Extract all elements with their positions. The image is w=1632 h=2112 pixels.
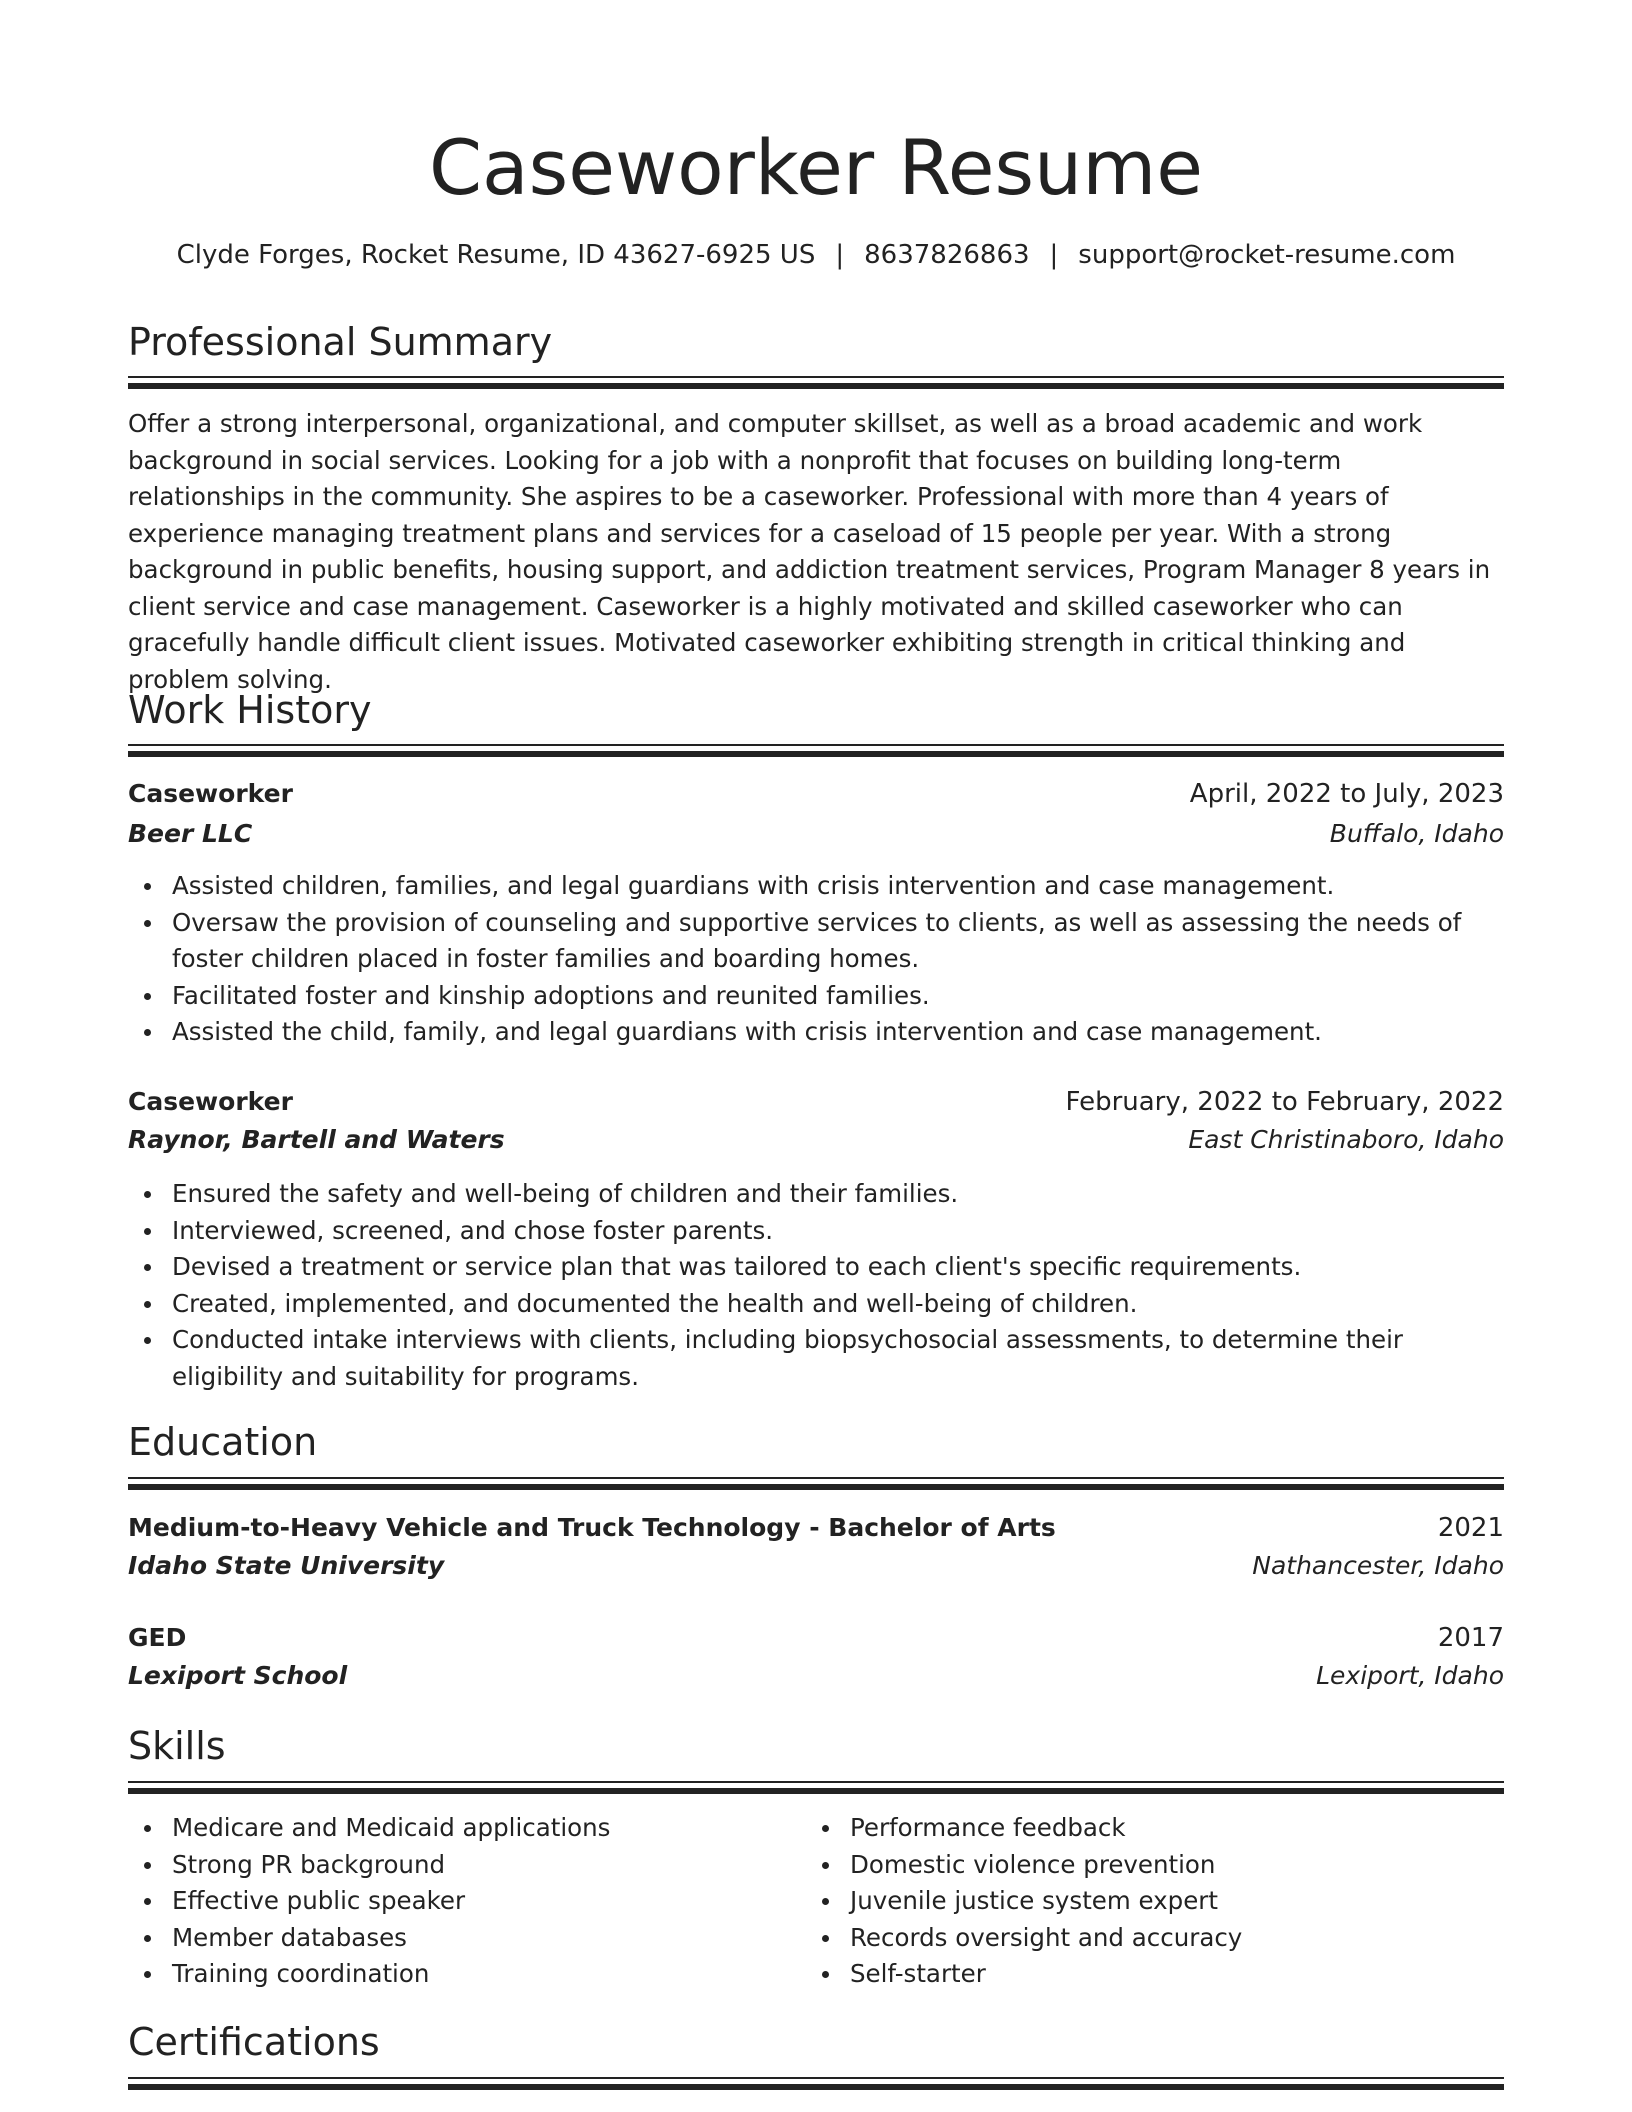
contact-separator: | [1049,240,1059,270]
skill-item: Records oversight and accuracy [850,1920,1632,1957]
section-header-work [128,686,1504,734]
skill-item: Domestic violence prevention [850,1847,1632,1884]
education-school: Idaho State University [128,1551,445,1580]
job-location: East Christinaboro, Idaho [1188,1125,1504,1154]
list-item: Interviewed, screened, and chose foster parents. [172,1213,1504,1250]
list-item: Conducted intake interviews with clients, including biopsychosocial assessments, to determine their eligibility and suitability for programs. [172,1322,1504,1395]
skills-list-right [806,1810,1632,1993]
job-title: Caseworker [128,779,293,808]
skill-item: Strong PR background [172,1847,1504,1884]
list-item: Facilitated foster and kinship adoptions and reunited families. [172,978,1504,1015]
job-company: Raynor, Bartell and Waters [128,1125,505,1154]
section-title: Education [128,1420,318,1464]
skill-item: Effective public speaker [172,1883,1504,1920]
job-header [128,1084,1504,1120]
contact-address: Clyde Forges, Rocket Resume, ID 43627-6925 US [176,240,816,270]
education-year: 2017 [1437,1623,1504,1653]
education-degree: GED [128,1623,187,1652]
job-dates: April, 2022 to July, 2023 [1189,779,1504,809]
job-dates: February, 2022 to February, 2022 [1065,1087,1504,1117]
contact-email: support@rocket-resume.com [1078,240,1456,270]
summary-text: Offer a strong interpersonal, organizational, and computer skillset, as well as a broad academic and work background in social services. Looking for a job with a nonprofit that focuses on building long-term relationships in the community. She aspires to be a caseworker. Professional with more than 4 years of experience managing treatment plans and services for a caseload of 15 people per year. With a strong background in public benefits, housing support, and addiction treatment services, Program Manager 8 years in client service and case management. Caseworker is a highly motivated and skilled caseworker who can gracefully handle difficult client issues. Motivated caseworker exhibiting strength in critical thinking and problem solving. [128,409,1491,694]
section-header-summary [128,318,1504,366]
section-header-education [128,1418,1504,1466]
section-header-certifications [128,2018,1504,2066]
list-item: Assisted children, families, and legal guardians with crisis intervention and case management. [172,868,1504,905]
job-location: Buffalo, Idaho [1329,819,1504,848]
skill-item: Training coordination [172,1956,1504,1993]
section-divider-thick [128,2084,1504,2090]
contact-phone: 8637826863 [864,240,1030,270]
list-item: Oversaw the provision of counseling and supportive services to clients, as well as assessing the needs of foster children placed in foster families and boarding homes. [172,905,1504,978]
section-divider-thick [128,1484,1504,1490]
education-location: Lexiport, Idaho [1316,1661,1504,1690]
education-degree: Medium-to-Heavy Vehicle and Truck Technology - Bachelor of Arts [128,1513,1056,1542]
list-item: Assisted the child, family, and legal guardians with crisis intervention and case management. [172,1014,1504,1051]
job-bullets [128,1176,1504,1395]
section-divider-thin [128,1477,1504,1479]
job-company: Beer LLC [128,819,253,848]
job-subheader [128,816,1504,852]
education-subheader [128,1658,1504,1694]
section-divider-thin [128,2077,1504,2079]
section-title: Certifications [128,2020,380,2064]
section-header-skills [128,1722,1504,1770]
contact-separator: | [835,240,845,270]
skill-item: Member databases [172,1920,1504,1957]
list-item: Devised a treatment or service plan that was tailored to each client's specific requirements. [172,1249,1504,1286]
section-title: Professional Summary [128,320,553,364]
contact-line [128,238,1504,272]
skill-item: Self-starter [850,1956,1632,1993]
section-divider-thick [128,383,1504,389]
skill-item: Juvenile justice system expert [850,1883,1632,1920]
section-divider-thick [128,1788,1504,1794]
list-item: Created, implemented, and documented the health and well-being of children. [172,1286,1504,1323]
section-divider-thin [128,376,1504,378]
section-divider-thin [128,1781,1504,1783]
section-title: Work History [128,688,372,732]
education-year: 2021 [1437,1513,1504,1543]
job-header [128,776,1504,812]
section-divider-thick [128,751,1504,757]
page-title: Caseworker Resume [428,123,1204,212]
section-title: Skills [128,1724,226,1768]
skill-item: Performance feedback [850,1810,1632,1847]
list-item: Ensured the safety and well-being of children and their families. [172,1176,1504,1213]
education-header [128,1510,1504,1546]
skill-item: Medicare and Medicaid applications [172,1810,1504,1847]
job-subheader [128,1122,1504,1158]
job-title: Caseworker [128,1087,293,1116]
education-school: Lexiport School [128,1661,348,1690]
education-location: Nathancester, Idaho [1252,1551,1504,1580]
job-bullets [128,868,1504,1051]
education-header [128,1620,1504,1656]
education-subheader [128,1548,1504,1584]
section-divider-thin [128,744,1504,746]
